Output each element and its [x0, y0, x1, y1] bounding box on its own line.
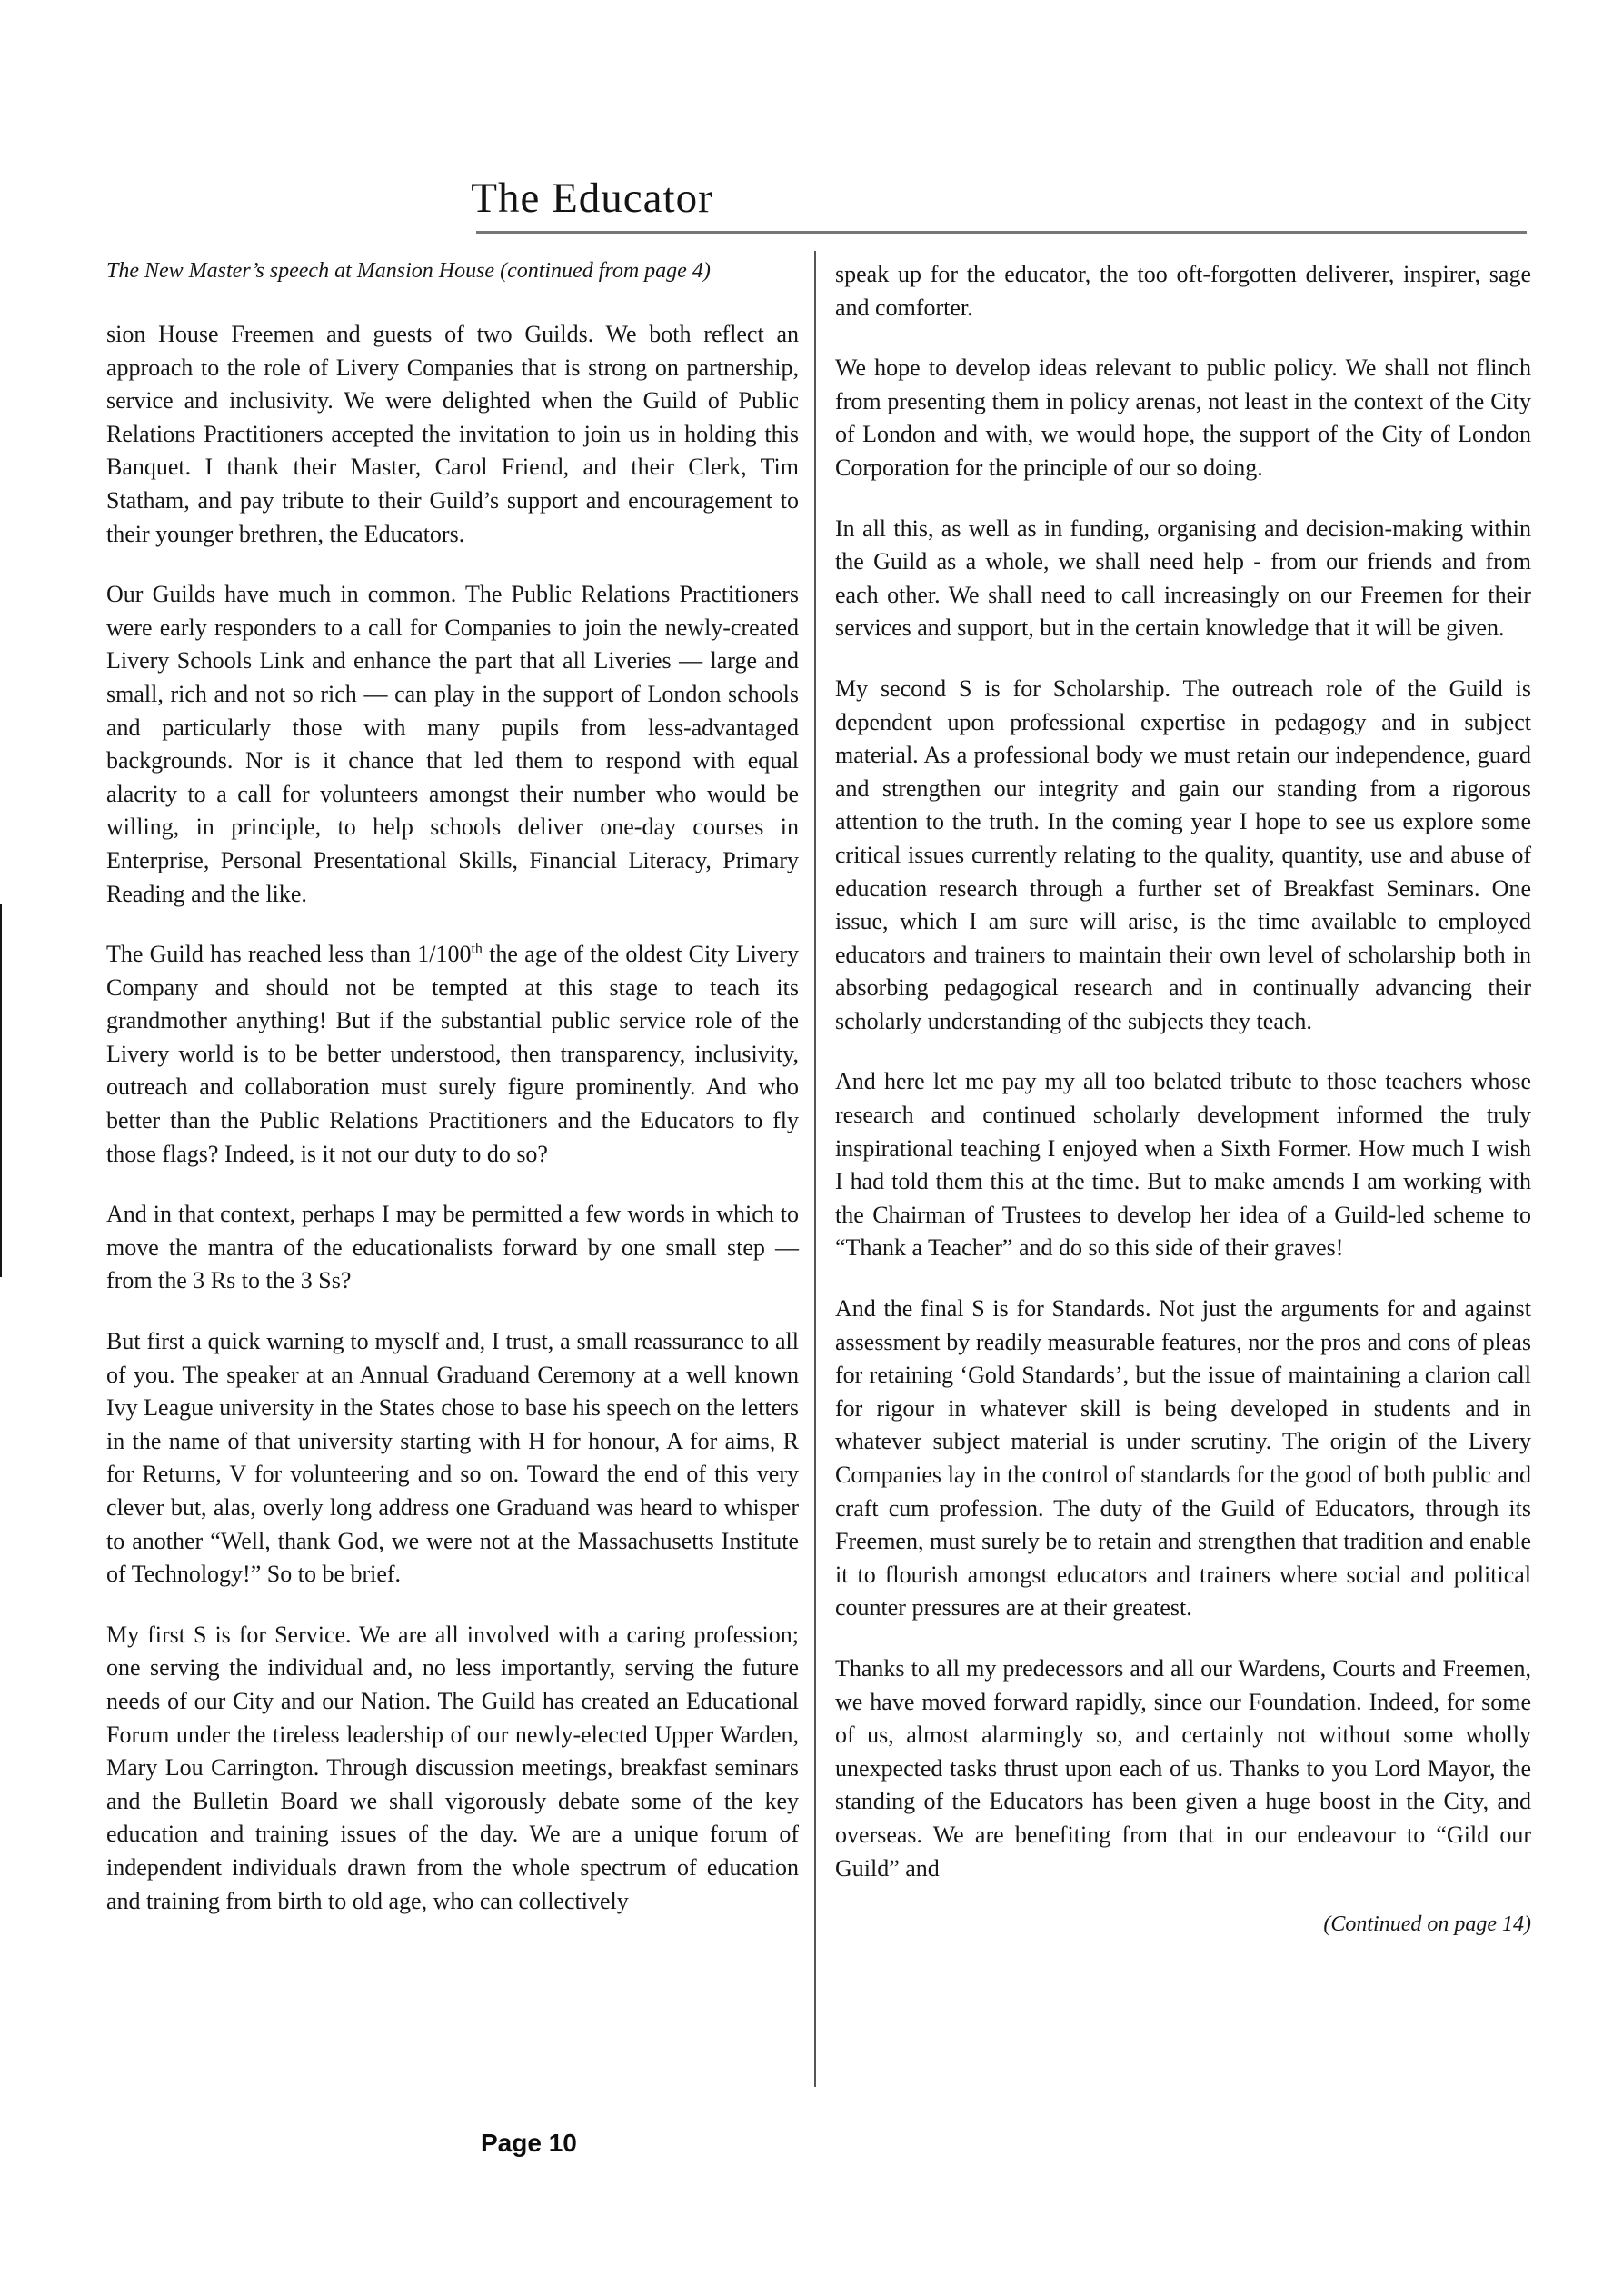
paragraph: speak up for the educator, the too oft-forgotten deliverer, inspirer, sage and comforter. — [835, 261, 1531, 321]
paragraph: We hope to develop ideas relevant to public policy. We shall not flinch from presenting them in policy arenas, not least in the context of the City of London and with, we would hope, the support of the City of London Corporation for the principle of our so doing. — [835, 354, 1531, 481]
article-continuation-heading: The New Master’s speech at Mansion House (continued from page 4) — [106, 259, 711, 283]
left-column-body — [106, 318, 799, 1918]
title-rule — [476, 231, 1527, 234]
paragraph: My second S is for Scholarship. The outreach role of the Guild is dependent upon professional expertise in pedagogy and in subject material. As a professional body we must retain our independence, guard and strengthen our integrity and gain our standing from a rigorous attention to the truth. In the coming year I hope to see us explore some critical issues currently relating to the quality, quantity, use and abuse of education research through a further set of Breakfast Seminars. One issue, which I am sure will arise, is the time available to employed educators and trainers to maintain their own level of scholarship both in absorbing pedagogical research and in continually advancing their scholarly understanding of the subjects they teach. — [835, 674, 1531, 1034]
right-column — [835, 258, 1531, 1937]
paragraph: And the final S is for Standards. Not just the arguments for and against assessment by readily measurable features, nor the pros and cons of pleas for retaining ‘Gold Standards’, but the issue of maintaining a clarion call for rigour in whatever skill is being developed in students and in whatever subject material is under scrutiny. The origin of the Livery Companies lay in the control of standards for the good of both public and craft cum profession. The duty of the Guild of Educators, through its Freemen, must surely be to retain and strengthen that tradition and enable it to flourish amongst educators and trainers where social and political counter pressures are at their greatest. — [835, 1295, 1531, 1622]
scan-artifact-line — [0, 904, 2, 1277]
column-divider — [814, 251, 816, 2087]
paragraph: But first a quick warning to myself and, I trust, a small reassurance to all of you. The speaker at an Annual Graduand Ceremony at a well known Ivy League university in the States chose to base his speech on the letters in the name of that university starting with H for honour, A for aims, R for Returns, V for volunteering and so on. Toward the end of this very clever but, alas, overly long address one Graduand was heard to whisper to another “Well, thank God, we were not at the Massachusetts Institute of Technology!” So to be brief. — [106, 1328, 799, 1588]
paragraph: sion House Freemen and guests of two Guilds. We both reflect an approach to the role of Livery Companies that is strong on partnership, service and inclusivity. We were delighted when the Guild of Public Relations Practitioners accepted the invitation to join us in holding this Banquet. I thank their Master, Carol Friend, and their Clerk, Tim Statham, and pay tribute to their Guild’s support and encouragement to their younger brethren, the Educators. — [106, 321, 799, 547]
paragraph: My first S is for Service. We are all involved with a caring profession; one serving the individual and, no less importantly, serving the future needs of our City and our Nation. The Guild has created an Educational Forum under the tireless leadership of our newly-elected Upper Warden, Mary Lou Carrington. Through discussion meetings, breakfast seminars and the Bulletin Board we shall vigorously debate some of the key education and training issues of the day. We are a unique forum of independent individuals drawn from the whole spectrum of education and training from birth to old age, who can collectively — [106, 1621, 799, 1914]
paragraph: The Guild has reached less than 1/100th the age of the oldest City Livery Company and should not be tempted at this stage to teach its grandmother anything! But if the substantial public service role of the Livery world is to be better understood, then transparency, inclusivity, outreach and collaboration must surely figure prominently. And who better than the Public Relations Practitioners and the Educators to fly those flags? Indeed, is it not our duty to do so? — [106, 941, 799, 1167]
left-column — [106, 258, 799, 1945]
paragraph: And here let me pay my all too belated tribute to those teachers whose research and continued scholarly development informed the truly inspirational teaching I enjoyed when a Sixth Former. How much I wish I had told them this at the time. But to make amends I am working with the Chairman of Trustees to develop her idea of a Guild-led scheme to “Thank a Teacher” and do so this side of their graves! — [835, 1068, 1531, 1262]
page-number: Page 10 — [481, 2129, 577, 2157]
right-column-body — [835, 258, 1531, 1885]
paragraph: Our Guilds have much in common. The Public Relations Practitioners were early responders to a call for Companies to join the newly-created Livery Schools Link and enhance the part that all Liveries — large and small, rich and not so rich — can play in the support of London schools and particularly those with many pupils from less-advantaged backgrounds. Nor is it chance that led them to respond with equal alacrity to a call for volunteers amongst their number who would be willing, in principle, to help schools deliver one-day courses in Enterprise, Personal Presentational Skills, Financial Literacy, Primary Reading and the like. — [106, 581, 799, 907]
paragraph: In all this, as well as in funding, organising and decision-making within the Guild as a whole, we shall need help - from our friends and from each other. We shall need to call increasingly on our Freemen for their services and support, but in the certain knowledge that it will be given. — [835, 514, 1531, 642]
continued-on-page-note: (Continued on page 14) — [1323, 1912, 1531, 1937]
paragraph: Thanks to all my predecessors and all our Wardens, Courts and Freemen, we have moved forward rapidly, since our Foundation. Indeed, for some of us, almost alarmingly so, and certainly not without some wholly unexpected tasks thrust upon each of us. Thanks to you Lord Mayor, the standing of the Educators has been given a huge boost in the City, and overseas. We are benefiting from that in our endeavour to “Gild our Guild” and — [835, 1654, 1531, 1882]
paragraph: And in that context, perhaps I may be permitted a few words in which to move the mantra of the educationalists forward by one small step — from the 3 Rs to the 3 Ss? — [106, 1201, 799, 1294]
page-title: The Educator — [471, 175, 713, 222]
